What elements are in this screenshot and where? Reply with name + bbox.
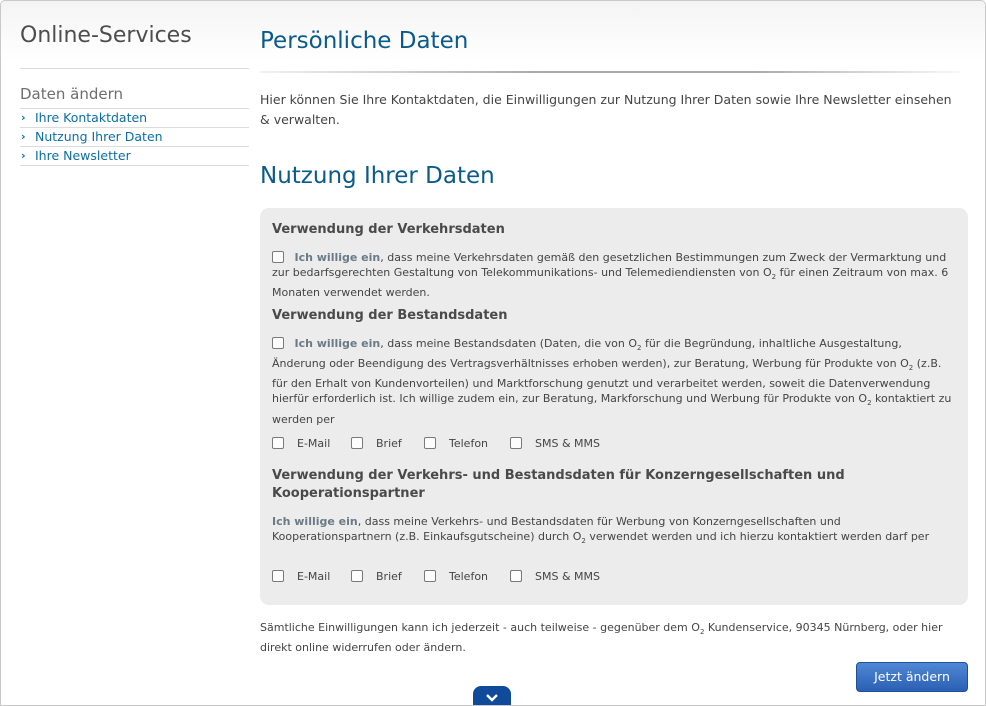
consent-text: (z.B. für den Erhalt von Kundenvorteilen) und Marktforschung genutzt und verarbeitet werden, soweit die Datenverwendung hierfür erforderlich ist. Ich willige zudem ein, zur Beratung, Markforschung und Werbung für Produkte von O bbox=[272, 357, 942, 406]
section-title: Nutzung Ihrer Daten bbox=[260, 163, 495, 189]
main-content bbox=[260, 23, 968, 684]
partners-option-email[interactable] bbox=[272, 570, 330, 583]
sidebar-item-newsletter[interactable] bbox=[20, 147, 249, 166]
scroll-down-button[interactable] bbox=[473, 686, 511, 706]
partners-option-sms[interactable] bbox=[510, 570, 600, 583]
inventory-consent-checkbox[interactable] bbox=[272, 337, 284, 349]
partners-option-telefon[interactable] bbox=[424, 570, 488, 583]
checkbox[interactable] bbox=[424, 570, 436, 582]
sidebar-item-label: Ihre Newsletter bbox=[35, 148, 131, 163]
intro-text: Hier können Sie Ihre Kontaktdaten, die Einwilligungen zur Nutzung Ihrer Daten sowie Ihre Newsletter einsehen & verwalten. bbox=[260, 92, 952, 127]
subscript: 2 bbox=[636, 344, 642, 353]
option-label: SMS & MMS bbox=[535, 570, 600, 583]
sidebar-item-kontaktdaten[interactable] bbox=[20, 109, 249, 128]
sidebar-title: Online-Services bbox=[20, 23, 249, 69]
option-label: Brief bbox=[376, 570, 402, 583]
subscript: 2 bbox=[867, 399, 872, 408]
consent-text: verwendet werden und ich hierzu kontaktiert werden darf per bbox=[585, 530, 930, 543]
checkbox[interactable] bbox=[424, 437, 436, 449]
consent-lead: Ich willige ein bbox=[294, 251, 381, 264]
checkbox[interactable] bbox=[351, 437, 363, 449]
partners-data-heading: Verwendung der Verkehrs- und Bestandsdaten für Konzerngesellschaften und Kooperationspartner bbox=[272, 468, 845, 501]
chevron-right-icon: › bbox=[21, 111, 26, 124]
inventory-consent-text bbox=[272, 336, 956, 427]
inventory-data-heading: Verwendung der Bestandsdaten bbox=[272, 308, 508, 323]
note-text: Sämtliche Einwilligungen kann ich jederzeit - auch teilweise - gegenüber dem O bbox=[260, 621, 700, 634]
page-title: Persönliche Daten bbox=[260, 28, 469, 54]
consent-text: kontaktiert zu werden per bbox=[272, 392, 952, 426]
traffic-consent-checkbox[interactable] bbox=[272, 251, 284, 263]
chevron-right-icon: › bbox=[21, 130, 26, 143]
submit-button[interactable]: Jetzt ändern bbox=[856, 662, 968, 692]
inventory-option-email[interactable] bbox=[272, 437, 330, 450]
traffic-consent-text bbox=[272, 250, 956, 300]
sidebar-item-nutzung[interactable] bbox=[20, 128, 249, 147]
option-label: E-Mail bbox=[297, 437, 331, 450]
checkbox[interactable] bbox=[510, 570, 522, 582]
consent-text: , dass meine Verkehrs- und Bestandsdaten für Werbung von Konzerngesellschaften und Kooperationspartnern (z.B. Einkaufsgutscheine) durch O bbox=[272, 515, 841, 543]
note-text: Kundenservice, 90345 Nürnberg, oder hier direkt online widerrufen oder ändern. bbox=[260, 621, 943, 655]
checkbox[interactable] bbox=[510, 437, 522, 449]
consent-text: für die Begründung, inhaltliche Ausgestaltung, Änderung oder Beendigung des Vertragsverhältnisses erhoben werden), zur Beratung, Werbung für Produkte von O bbox=[272, 337, 909, 371]
subscript: 2 bbox=[581, 537, 586, 546]
consent-panel bbox=[260, 208, 968, 605]
option-label: Telefon bbox=[449, 570, 489, 583]
traffic-data-heading: Verwendung der Verkehrsdaten bbox=[272, 222, 505, 237]
subscript: 2 bbox=[771, 273, 777, 282]
consent-text: , dass meine Bestandsdaten (Daten, die von O bbox=[380, 337, 637, 350]
option-label: Brief bbox=[376, 437, 402, 450]
sidebar-nav bbox=[20, 109, 249, 166]
consent-lead: Ich willige ein bbox=[272, 515, 358, 528]
revocation-note bbox=[260, 620, 968, 655]
consent-lead: Ich willige ein bbox=[294, 337, 381, 350]
checkbox[interactable] bbox=[351, 570, 363, 582]
subscript: 2 bbox=[699, 628, 705, 637]
checkbox[interactable] bbox=[272, 437, 284, 449]
sidebar-item-label: Nutzung Ihrer Daten bbox=[35, 129, 163, 144]
consent-text: für einen Zeitraum von max. 6 Monaten verwendet werden. bbox=[272, 266, 949, 300]
subscript: 2 bbox=[908, 364, 914, 373]
chevron-down-icon bbox=[486, 694, 498, 702]
option-label: E-Mail bbox=[297, 570, 331, 583]
title-divider bbox=[260, 71, 960, 73]
option-label: Telefon bbox=[449, 437, 489, 450]
option-label: SMS & MMS bbox=[535, 437, 600, 450]
inventory-option-telefon[interactable] bbox=[424, 437, 488, 450]
sidebar bbox=[20, 23, 249, 166]
inventory-option-sms[interactable] bbox=[510, 437, 600, 450]
inventory-option-brief[interactable] bbox=[351, 437, 402, 450]
sidebar-section-heading: Daten ändern bbox=[20, 85, 249, 109]
consent-text: , dass meine Verkehrsdaten gemäß den gesetzlichen Bestimmungen zum Zweck der Vermarktung und zur bedarfsgerechten Gestaltung von Telekommunikations- und Telemediendiensten von O bbox=[272, 251, 947, 279]
partners-option-brief[interactable] bbox=[351, 570, 402, 583]
sidebar-item-label: Ihre Kontaktdaten bbox=[35, 110, 148, 125]
checkbox[interactable] bbox=[272, 570, 284, 582]
chevron-right-icon: › bbox=[21, 149, 26, 162]
partners-consent-text bbox=[272, 514, 956, 549]
